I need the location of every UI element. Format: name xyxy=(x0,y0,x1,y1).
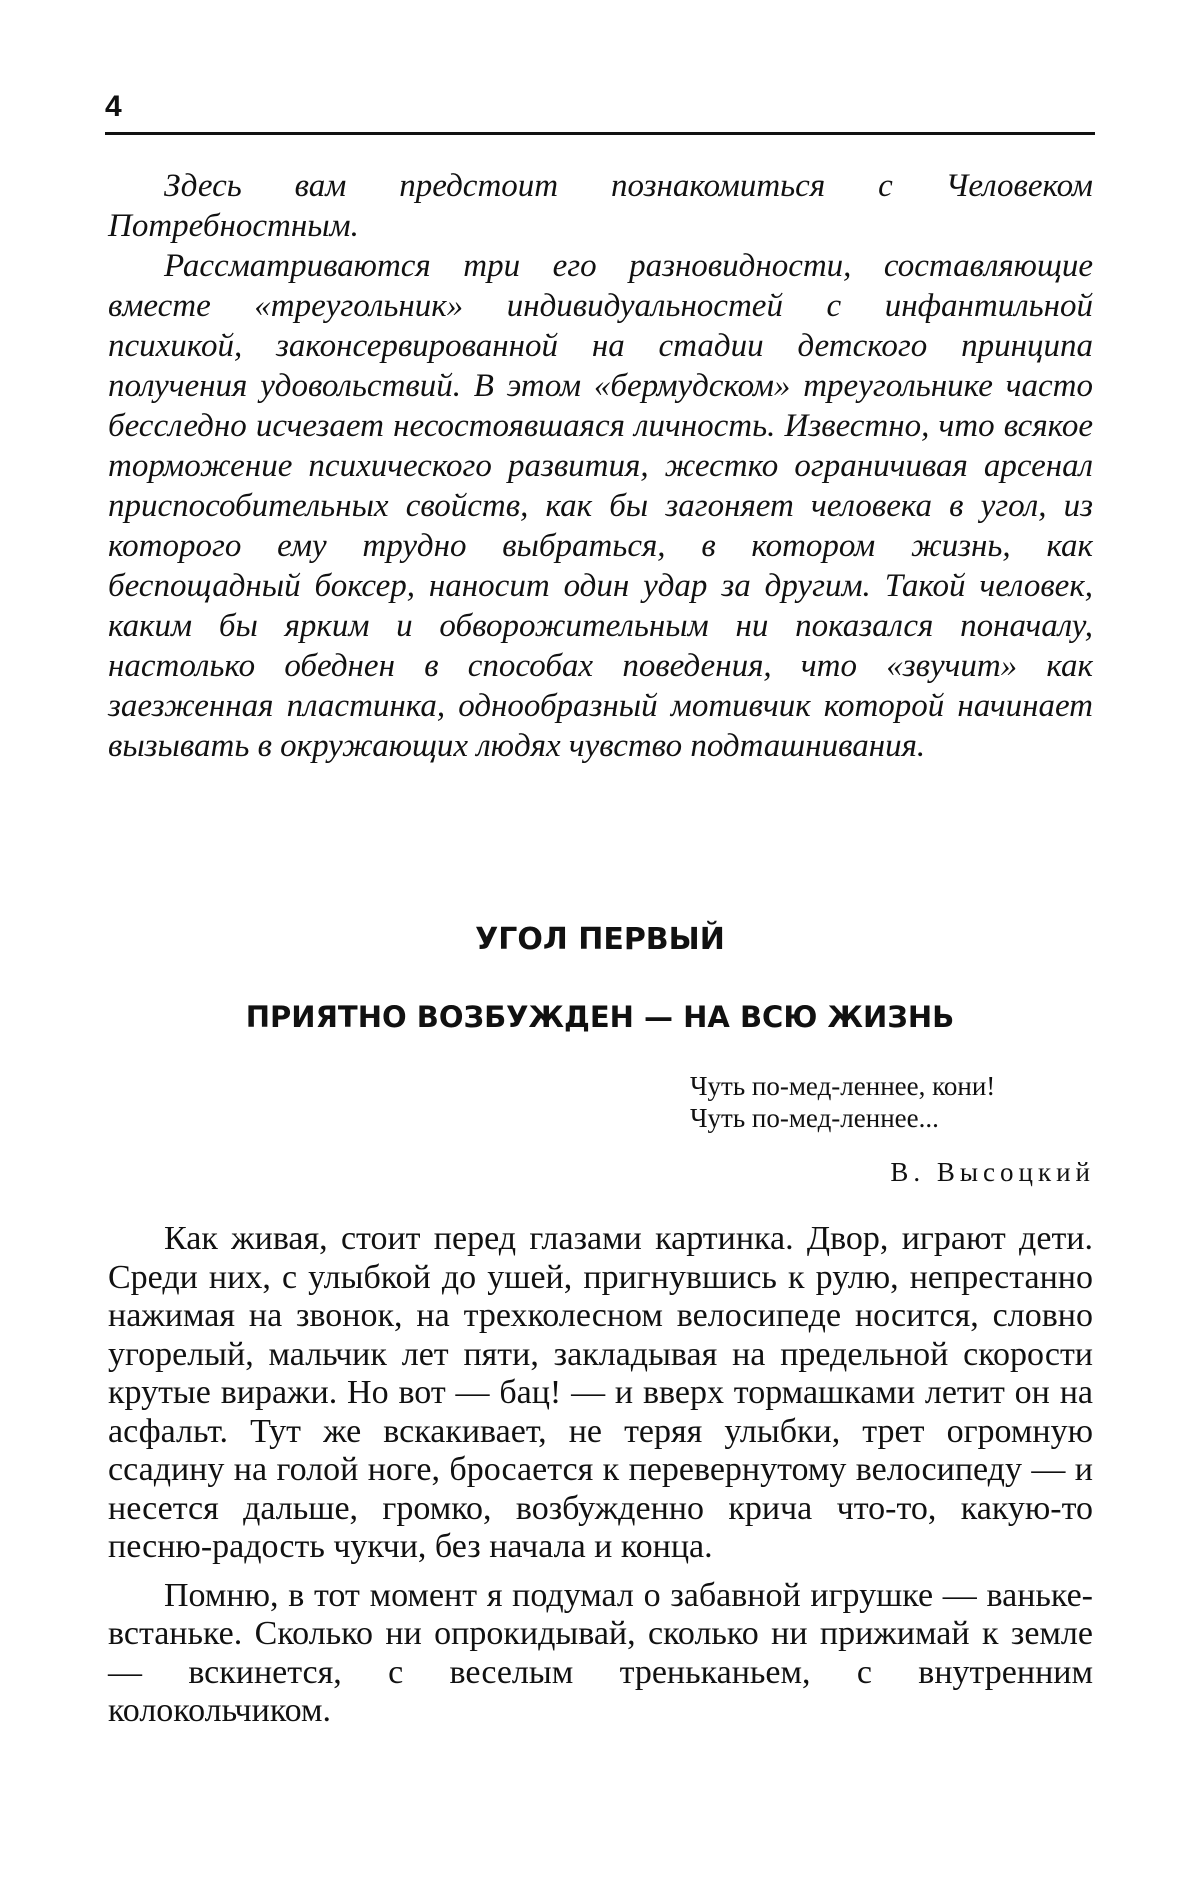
epigraph xyxy=(690,1070,1095,1188)
chapter-subtitle: ПРИЯТНО ВОЗБУЖДЕН — НА ВСЮ ЖИЗНЬ xyxy=(245,1000,955,1034)
epigraph-line: Чуть по-мед-леннее... xyxy=(690,1103,939,1133)
body-paragraph: Как живая, стоит перед глазами картинка. Двор, играют дети. Среди них, с улыбкой до ушей, пригнувшись к рулю, непрестанно нажимая на звонок, на трехколесном велосипеде носится, словно угорелый, мальчик лет пяти, закладывая на предельной скорости крутые виражи. Но вот — бац! — и вверх тормашками летит он на асфальт. Тут же вскакивает, не теряя улыбки, трет огромную ссадину на голой ноге, бросается к перевернутому велосипеду — и несется дальше, громко, возбужденно крича что-то, какую-то песню-радость чукчи, без начала и конца. xyxy=(108,1220,1093,1565)
intro-section xyxy=(108,166,1093,766)
body-paragraph: Помню, в тот момент я подумал о забавной игрушке — ваньке-встаньке. Сколько ни опрокидывай, сколько ни прижимай к земле — вскинется, с веселым треньканьем, с внутренним колокольчиком. xyxy=(108,1576,1093,1729)
page-number: 4 xyxy=(105,90,122,123)
intro-paragraph: Рассматриваются три его разновидности, составляющие вместе «треугольник» индивидуальностей с инфантильной психикой, законсервированной на стадии детского принципа получения удовольствий. В этом «бермудском» треугольнике часто бесследно исчезает несостоявшаяся личность. Известно, что всякое торможение психического развития, жестко ограничивая арсенал приспособительных свойств, как бы загоняет человека в угол, из которого ему трудно выбраться, в котором жизнь, как беспощадный боксер, наносит один удар за другим. Такой человек, каким бы ярким и обворожительным ни показался поначалу, настолько обеднен в способах поведения, что «звучит» как заезженная пластинка, однообразный мотивчик которой начинает вызывать в окружающих людях чувство подташнивания. xyxy=(108,248,1093,764)
header-rule xyxy=(105,132,1095,135)
epigraph-line: Чуть по-мед-леннее, кони! xyxy=(690,1071,996,1101)
body-text xyxy=(108,1220,1093,1731)
intro-paragraph: Здесь вам предстоит познакомиться с Человеком Потребностным. xyxy=(108,168,1093,244)
chapter-title: УГОЛ ПЕРВЫЙ xyxy=(475,922,725,957)
epigraph-author: В. Высоцкий xyxy=(890,1157,1095,1187)
